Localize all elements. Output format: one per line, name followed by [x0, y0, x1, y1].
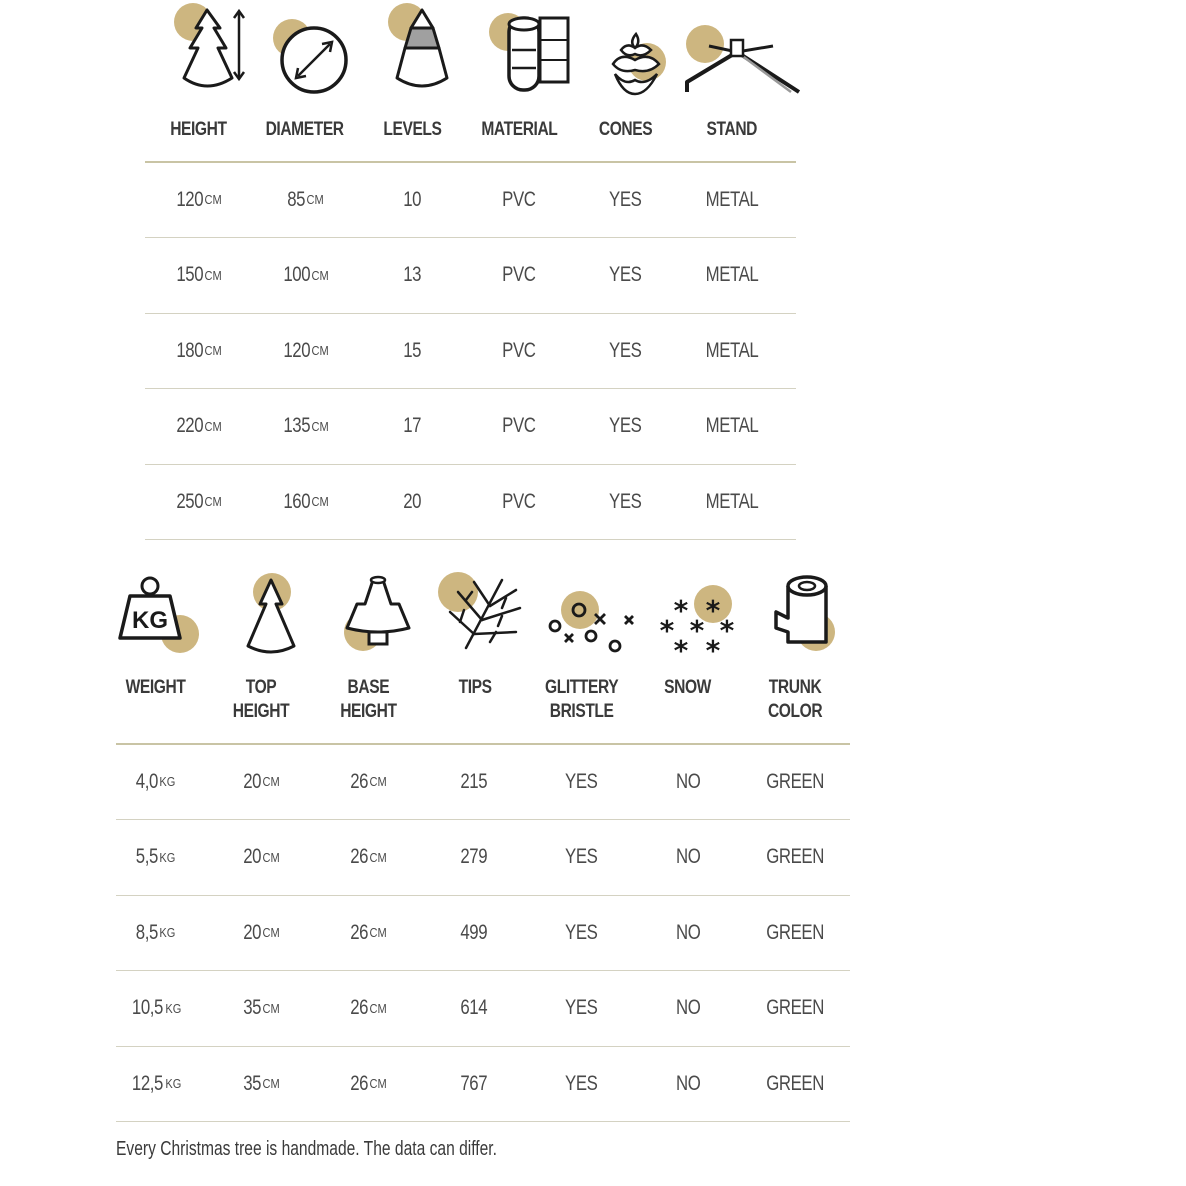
table-cell — [570, 464, 680, 539]
cell-value: 279 — [460, 845, 488, 868]
table-cell — [570, 162, 680, 237]
header-diameter — [250, 2, 360, 142]
cell-value: 20 — [243, 769, 262, 793]
header-label: TRUNK COLOR — [767, 677, 823, 722]
cell-value: 614 — [460, 996, 488, 1019]
cell-unit: CM — [262, 1000, 280, 1016]
header-label: CONES — [599, 119, 653, 140]
cell-value: YES — [564, 769, 598, 793]
svg-text:KG: KG — [132, 607, 168, 634]
tree-levels-icon — [367, 2, 457, 92]
cell-value: 100 — [282, 263, 310, 286]
table-cell — [526, 1046, 636, 1121]
cell-value: METAL — [705, 338, 759, 362]
cell-value: GREEN — [766, 996, 824, 1019]
cell-value: PVC — [502, 263, 536, 286]
cell-unit: CM — [204, 192, 222, 207]
table-cell — [570, 389, 680, 464]
cell-value: 10 — [403, 187, 421, 211]
table-row — [145, 313, 796, 389]
branch-tips-icon — [430, 572, 520, 662]
table-cell — [143, 162, 253, 237]
table-cell — [740, 1046, 850, 1121]
cell-value: 5,5 — [136, 845, 159, 868]
cell-value: 150 — [175, 263, 203, 286]
cell-value: 120 — [282, 338, 310, 362]
cell-value: 26 — [350, 920, 369, 944]
table-cell — [206, 895, 316, 970]
table-cell — [633, 744, 743, 819]
table-cell — [677, 313, 787, 388]
cell-value: NO — [675, 996, 701, 1019]
table-cell — [677, 464, 787, 539]
cell-unit: CM — [311, 494, 329, 509]
table-cell — [526, 820, 636, 895]
table-cell — [250, 162, 360, 237]
cell-value: NO — [675, 1071, 701, 1095]
table-cell — [677, 389, 787, 464]
cell-unit: CM — [311, 267, 329, 283]
cell-value: 160 — [282, 489, 310, 513]
cell-unit: KG — [164, 1000, 181, 1016]
table-cell — [313, 895, 423, 970]
table-cell — [526, 744, 636, 819]
cell-value: 35 — [243, 1071, 262, 1095]
table-cell — [357, 238, 467, 313]
table-row — [145, 464, 796, 540]
diameter-icon — [260, 2, 350, 92]
table-cell — [740, 971, 850, 1046]
table-cell — [313, 971, 423, 1046]
table-row — [116, 971, 850, 1047]
tree-height-icon — [153, 2, 243, 92]
cell-value: 20 — [403, 489, 421, 513]
table-cell — [464, 162, 574, 237]
cell-value: 767 — [460, 1071, 488, 1095]
header-height — [143, 2, 253, 142]
cell-unit: CM — [311, 418, 329, 434]
header-glittery-bristle — [527, 572, 637, 724]
cell-value: 8,5 — [136, 920, 159, 944]
table-cell — [313, 820, 423, 895]
cell-value: NO — [675, 845, 701, 868]
table-cell — [143, 389, 253, 464]
cell-value: YES — [564, 996, 598, 1019]
cell-unit: CM — [369, 925, 387, 940]
table-cell — [206, 971, 316, 1046]
svg-text:*: * — [705, 634, 721, 667]
table-cell — [419, 895, 529, 970]
table-row — [145, 238, 796, 314]
cell-unit: CM — [204, 494, 222, 509]
header-snow — [633, 572, 743, 700]
header-top-height — [206, 572, 316, 724]
table-cell — [313, 744, 423, 819]
cell-unit: CM — [311, 343, 329, 358]
cell-value: NO — [675, 920, 701, 944]
cell-value: 85 — [287, 187, 306, 211]
table-cell — [464, 238, 574, 313]
cell-unit: CM — [204, 267, 222, 283]
cell-value: 20 — [243, 845, 262, 868]
cell-value: YES — [608, 187, 642, 211]
cell-value: PVC — [502, 338, 536, 362]
cell-value: 120 — [175, 187, 203, 211]
tree-base-icon — [323, 572, 413, 662]
table-cell — [206, 744, 316, 819]
table-cell — [677, 238, 787, 313]
table-cell — [419, 1046, 529, 1121]
pine-cone-icon — [581, 2, 671, 92]
cell-value: METAL — [705, 489, 759, 513]
table-cell — [143, 238, 253, 313]
table-cell — [100, 820, 210, 895]
header-label: HEIGHT — [169, 119, 227, 140]
table-cell — [570, 238, 680, 313]
cell-value: PVC — [502, 187, 536, 211]
cell-value: GREEN — [766, 845, 824, 868]
table-cell — [464, 313, 574, 388]
table-row — [116, 820, 850, 896]
table-cell — [740, 744, 850, 819]
table-cell — [313, 1046, 423, 1121]
header-trunk-color — [740, 572, 850, 724]
table-row — [145, 389, 796, 465]
header-weight — [100, 572, 210, 700]
cell-unit: KG — [159, 925, 176, 940]
cell-unit: CM — [369, 849, 387, 865]
cell-unit: CM — [369, 1076, 387, 1091]
table-cell — [100, 744, 210, 819]
cell-value: 180 — [175, 338, 203, 362]
table-cell — [526, 971, 636, 1046]
table-row — [116, 895, 850, 971]
cell-value: GREEN — [766, 1071, 824, 1095]
table-cell — [250, 464, 360, 539]
cell-unit: CM — [369, 1000, 387, 1016]
header-label: TOP HEIGHT — [232, 677, 290, 722]
svg-text:*: * — [689, 614, 705, 647]
cell-value: YES — [608, 414, 642, 437]
tree-stand-icon — [687, 2, 777, 92]
table-cell — [357, 162, 467, 237]
header-label: STAND — [706, 119, 758, 140]
cell-unit: KG — [159, 849, 176, 865]
cell-unit: CM — [204, 418, 222, 434]
header-label: LEVELS — [382, 119, 442, 140]
table-cell — [633, 895, 743, 970]
header-label: GLITTERY BRISTLE — [545, 677, 619, 722]
table-cell — [357, 313, 467, 388]
header-stand — [677, 2, 787, 142]
cell-value: YES — [564, 845, 598, 868]
cell-value: PVC — [502, 489, 536, 513]
svg-text:*: * — [673, 634, 689, 667]
cell-value: GREEN — [766, 769, 824, 793]
weight-kg-icon — [110, 572, 200, 662]
table-cell — [633, 971, 743, 1046]
table-cell — [206, 1046, 316, 1121]
table-row — [116, 744, 850, 820]
table-cell — [740, 820, 850, 895]
header-cones — [571, 2, 681, 142]
snowflakes-icon — [643, 572, 735, 667]
table-cell — [357, 464, 467, 539]
svg-text:*: * — [673, 594, 689, 627]
svg-text:*: * — [719, 614, 735, 647]
cell-unit: KG — [159, 774, 176, 789]
table-cell — [633, 820, 743, 895]
trunk-icon — [750, 572, 840, 662]
cell-unit: CM — [204, 343, 222, 358]
cell-value: 17 — [403, 414, 421, 437]
cell-value: 215 — [460, 769, 488, 793]
table-cell — [677, 162, 787, 237]
table-cell — [419, 820, 529, 895]
header-label: DIAMETER — [265, 119, 345, 140]
table-cell — [250, 238, 360, 313]
cell-value: 26 — [350, 996, 369, 1019]
cell-value: METAL — [705, 187, 759, 211]
cell-value: 220 — [175, 414, 203, 437]
table-cell — [100, 895, 210, 970]
cell-value: YES — [608, 263, 642, 286]
footnote: Every Christmas tree is handmade. The data can differ. — [116, 1138, 497, 1160]
cell-value: 250 — [175, 489, 203, 513]
svg-text:*: * — [705, 594, 721, 627]
cell-value: METAL — [705, 414, 759, 437]
cell-value: 20 — [243, 920, 262, 944]
cell-value: 12,5 — [131, 1071, 163, 1095]
table-cell — [206, 820, 316, 895]
header-base-height — [313, 572, 423, 724]
cell-value: GREEN — [766, 920, 824, 944]
table-row — [145, 162, 796, 238]
header-label: WEIGHT — [125, 677, 185, 698]
cell-value: 135 — [282, 414, 310, 437]
cell-value: 4,0 — [136, 769, 159, 793]
material-roll-icon — [474, 2, 564, 92]
table-cell — [143, 464, 253, 539]
table-cell — [250, 313, 360, 388]
cell-unit: KG — [164, 1076, 181, 1091]
cell-value: 26 — [350, 769, 369, 793]
glitter-icon — [537, 572, 627, 662]
header-material — [464, 2, 574, 142]
cell-value: YES — [608, 338, 642, 362]
cell-value: 10,5 — [131, 996, 163, 1019]
cell-value: 13 — [403, 263, 421, 286]
cell-value: YES — [564, 920, 598, 944]
header-levels — [357, 2, 467, 142]
svg-text:*: * — [659, 614, 675, 647]
header-label: MATERIAL — [480, 119, 558, 140]
table-cell — [100, 1046, 210, 1121]
cell-unit: CM — [369, 774, 387, 789]
cell-value: PVC — [502, 414, 536, 437]
cell-value: METAL — [705, 263, 759, 286]
cell-unit: CM — [306, 192, 324, 207]
table-cell — [250, 389, 360, 464]
header-tips — [420, 572, 530, 700]
table-cell — [740, 895, 850, 970]
tree-top-icon — [216, 572, 306, 662]
cell-value: 15 — [403, 338, 421, 362]
table-cell — [570, 313, 680, 388]
table-cell — [100, 971, 210, 1046]
table-cell — [143, 313, 253, 388]
cell-value: 499 — [460, 920, 488, 944]
table-cell — [633, 1046, 743, 1121]
cell-unit: CM — [262, 774, 280, 789]
table-cell — [357, 389, 467, 464]
cell-value: 26 — [350, 1071, 369, 1095]
table-cell — [419, 971, 529, 1046]
header-label: SNOW — [664, 677, 712, 698]
cell-value: YES — [564, 1071, 598, 1095]
header-label: BASE HEIGHT — [339, 677, 397, 722]
cell-value: 35 — [243, 996, 262, 1019]
table-cell — [526, 895, 636, 970]
table-cell — [419, 744, 529, 819]
cell-unit: CM — [262, 849, 280, 865]
cell-unit: CM — [262, 1076, 280, 1091]
table-cell — [464, 389, 574, 464]
cell-unit: CM — [262, 925, 280, 940]
cell-value: 26 — [350, 845, 369, 868]
table-cell — [464, 464, 574, 539]
table-row — [116, 1046, 850, 1122]
header-label: TIPS — [458, 677, 492, 698]
cell-value: NO — [675, 769, 701, 793]
cell-value: YES — [608, 489, 642, 513]
